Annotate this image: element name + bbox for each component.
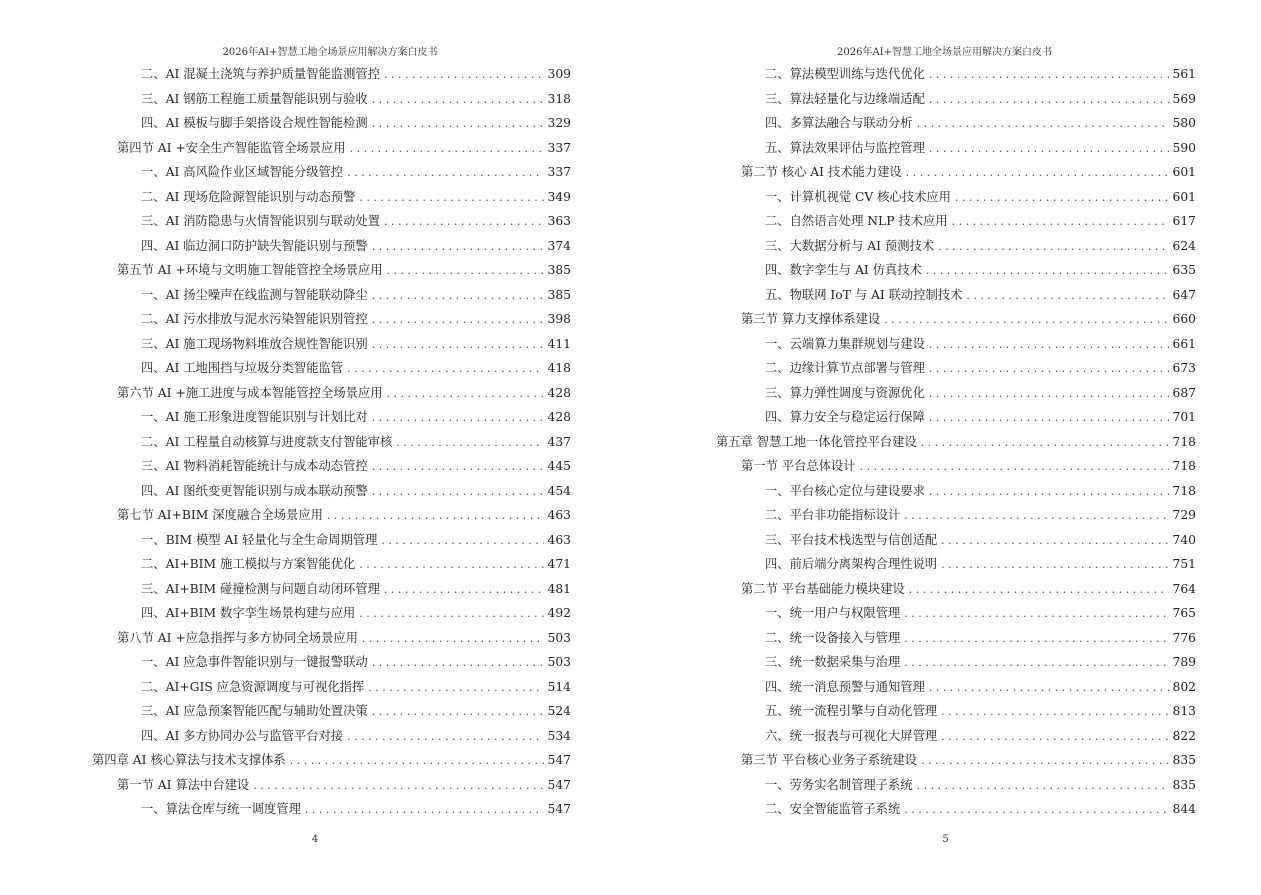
toc-entry-page: 309 (547, 67, 571, 81)
toc-entry[interactable] (92, 479, 571, 504)
toc-entry-page: 547 (547, 777, 571, 792)
toc-entry-title: 一、AI 施工形象进度智能识别与计划比对 (141, 410, 368, 424)
dot-leader (929, 480, 1169, 505)
toc-entry[interactable] (716, 87, 1196, 112)
toc-entry-title: 四、AI 临边洞口防护缺失智能识别与预警 (141, 238, 368, 253)
dot-leader (860, 455, 1169, 480)
toc-entry-title: 四、AI 模板与脚手架搭设合规性智能检测 (141, 116, 368, 130)
toc-entry-page: 624 (1172, 238, 1196, 253)
toc-entry-page: 580 (1172, 116, 1196, 130)
toc-entry-page: 617 (1172, 214, 1196, 228)
toc-entry[interactable] (92, 797, 571, 822)
dot-leader (359, 602, 543, 627)
toc-entry-title: 一、平台核心定位与建设要求 (765, 483, 925, 498)
toc-entry-title: 三、大数据分析与 AI 预测技术 (765, 238, 935, 253)
toc-entry-page: 740 (1172, 532, 1196, 547)
toc-entry-title: 二、自然语言处理 NLP 技术应用 (765, 214, 948, 228)
toc-entry-page: 428 (547, 385, 571, 400)
toc-entry-title: 二、安全智能监管子系统 (765, 802, 901, 816)
toc-entry[interactable] (716, 699, 1196, 724)
toc-entry-title: 四、AI 工地围挡与垃圾分类智能监管 (141, 361, 344, 375)
toc-entry-title: 二、AI+GIS 应急资源调度与可视化指挥 (141, 679, 365, 694)
toc-entry[interactable] (92, 773, 571, 798)
toc-entry-title: 四、多算法融合与联动分析 (765, 116, 913, 130)
toc-entry-title: 一、统一用户与权限管理 (765, 606, 901, 620)
dot-leader (305, 798, 544, 823)
toc-entry[interactable] (92, 209, 571, 234)
dot-leader (384, 63, 544, 88)
dot-leader (359, 553, 543, 578)
dot-leader (372, 112, 544, 137)
page-header: 2026年AI+智慧工地全场景应用解决方案白皮书 (837, 47, 1052, 58)
toc-entry-page: 445 (547, 459, 571, 473)
dot-leader (290, 749, 544, 774)
toc-entry[interactable] (716, 160, 1196, 185)
dot-leader (938, 235, 1168, 260)
dot-leader (941, 725, 1168, 750)
toc-entry-title: 二、AI 工程量自动核算与进度款支付智能审核 (141, 434, 393, 449)
dot-leader (904, 798, 1168, 823)
toc-entry[interactable] (92, 381, 571, 406)
dot-leader (941, 553, 1168, 578)
dot-leader (929, 333, 1169, 358)
toc-entry[interactable] (716, 503, 1196, 528)
toc-entry-page: 601 (1172, 165, 1196, 179)
dot-leader (387, 259, 544, 284)
toc-entry-title: 四、AI 图纸变更智能识别与成本联动预警 (141, 483, 368, 498)
toc-entry-page: 844 (1172, 802, 1196, 816)
toc-entry[interactable] (92, 258, 571, 283)
toc-entry[interactable] (716, 185, 1196, 210)
toc-entry-title: 第二节 核心 AI 技术能力建设 (741, 165, 902, 179)
toc-entry-title: 四、统一消息预警与通知管理 (765, 679, 925, 694)
dot-leader (372, 88, 544, 113)
dot-leader (372, 333, 544, 358)
dot-leader (966, 284, 1168, 309)
toc-entry[interactable] (716, 381, 1196, 406)
toc-entry-page: 471 (547, 557, 571, 571)
toc-entry[interactable] (92, 503, 571, 528)
toc-entry[interactable] (92, 454, 571, 479)
toc-entry-page: 590 (1172, 140, 1196, 155)
toc-entry[interactable] (92, 111, 571, 136)
toc-entry-title: 三、AI 应急预案智能匹配与辅助处置决策 (141, 704, 368, 718)
toc-entry-page: 601 (1172, 189, 1196, 204)
toc-entry-title: 二、算法模型训练与迭代优化 (765, 67, 925, 81)
toc-entry-title: 四、前后端分离架构合理性说明 (765, 557, 938, 571)
toc-entry-title: 四、AI 多方协同办公与监管平台对接 (141, 728, 344, 743)
toc-entry[interactable] (716, 209, 1196, 234)
toc-entry[interactable] (92, 136, 571, 161)
toc-entry-page: 428 (547, 410, 571, 424)
dot-leader (372, 480, 544, 505)
toc-entry[interactable] (92, 601, 571, 626)
toc-entry-page: 524 (547, 704, 571, 718)
toc-entry-title: 六、统一报表与可视化大屏管理 (765, 728, 938, 743)
toc-entry-title: 三、AI 物料消耗智能统计与成本动态管控 (141, 459, 368, 473)
toc-entry-page: 789 (1172, 655, 1196, 669)
dot-leader (387, 382, 544, 407)
toc-entry-page: 765 (1172, 606, 1196, 620)
toc-entry-title: 一、AI 应急事件智能识别与一键报警联动 (141, 655, 368, 669)
toc-entry-title: 第一节 平台总体设计 (741, 459, 856, 473)
toc-entry[interactable] (92, 577, 571, 602)
dot-leader (347, 725, 543, 750)
dot-leader (327, 504, 544, 529)
toc-entry[interactable] (92, 160, 571, 185)
toc-entry-title: 三、统一数据采集与治理 (765, 655, 901, 669)
toc-entry[interactable] (92, 332, 571, 357)
toc-entry[interactable] (716, 283, 1196, 308)
toc-entry-title: 第三节 算力支撑体系建设 (741, 312, 881, 326)
toc-entry-page: 318 (547, 91, 571, 106)
dot-leader (941, 700, 1168, 725)
dot-leader (909, 578, 1169, 603)
right-page (630, 0, 1261, 895)
toc-entry-page: 454 (547, 483, 571, 498)
toc-entry[interactable] (716, 724, 1196, 749)
page-number: 5 (942, 834, 949, 845)
toc-entry[interactable] (716, 258, 1196, 283)
dot-leader (372, 235, 544, 260)
toc-entry-page: 661 (1172, 336, 1196, 351)
toc-entry-page: 337 (547, 165, 571, 179)
toc-entry-page: 503 (547, 655, 571, 669)
toc-entry[interactable] (92, 430, 571, 455)
toc-entry-title: 五、算法效果评估与监控管理 (765, 140, 925, 155)
toc-entry-page: 835 (1172, 777, 1196, 792)
toc-entry[interactable] (716, 650, 1196, 675)
dot-leader (904, 651, 1168, 676)
dot-leader (904, 627, 1168, 652)
toc-entry-page: 385 (547, 287, 571, 302)
toc-entry-title: 第三节 平台核心业务子系统建设 (741, 753, 918, 767)
toc-entry-title: 二、AI 混凝土浇筑与养护质量智能监测管控 (141, 67, 380, 81)
toc-entry[interactable] (92, 724, 571, 749)
toc-entry-title: 一、AI 高风险作业区域智能分级管控 (141, 165, 344, 179)
toc-entry[interactable] (92, 62, 571, 87)
toc-entry-page: 822 (1172, 728, 1196, 743)
toc-entry-title: 三、平台技术栈选型与信创适配 (765, 532, 938, 547)
toc-entry-page: 398 (547, 312, 571, 326)
toc-entry-page: 718 (1172, 459, 1196, 473)
toc-entry-page: 729 (1172, 508, 1196, 522)
toc-entry-page: 463 (547, 508, 571, 522)
toc-entry-page: 329 (547, 116, 571, 130)
dot-leader (396, 431, 543, 456)
toc-entry[interactable] (716, 626, 1196, 651)
table-of-contents (716, 62, 1196, 822)
toc-entry[interactable] (716, 552, 1196, 577)
dot-leader (904, 602, 1168, 627)
toc-entry[interactable] (716, 356, 1196, 381)
dot-leader (253, 774, 543, 799)
toc-entry-title: 四、AI+BIM 数字孪生场景构建与应用 (141, 606, 356, 620)
dot-leader (929, 88, 1169, 113)
dot-leader (372, 284, 544, 309)
dot-leader (347, 357, 543, 382)
toc-entry-page: 374 (547, 238, 571, 253)
dot-leader (929, 406, 1169, 431)
dot-leader (906, 161, 1169, 186)
toc-entry[interactable] (716, 234, 1196, 259)
dot-leader (926, 259, 1169, 284)
toc-entry-title: 一、BIM 模型 AI 轻量化与全生命周期管理 (141, 532, 378, 547)
toc-entry-title: 二、AI+BIM 施工模拟与方案智能优化 (141, 557, 356, 571)
toc-entry-page: 813 (1172, 704, 1196, 718)
dot-leader (384, 578, 544, 603)
dot-leader (381, 529, 543, 554)
toc-entry-page: 463 (547, 532, 571, 547)
toc-entry-title: 第二节 平台基础能力模块建设 (741, 581, 905, 596)
toc-entry-page: 547 (547, 802, 571, 816)
toc-entry-page: 751 (1172, 557, 1196, 571)
dot-leader (955, 186, 1169, 211)
toc-entry-page: 349 (547, 189, 571, 204)
dot-leader (347, 161, 543, 186)
toc-entry-page: 718 (1172, 483, 1196, 498)
toc-entry-title: 一、AI 扬尘噪声在线监测与智能联动降尘 (141, 287, 368, 302)
toc-entry-page: 776 (1172, 630, 1196, 645)
toc-entry-title: 三、AI 钢筋工程施工质量智能识别与验收 (141, 91, 368, 106)
toc-entry-title: 二、平台非功能指标设计 (765, 508, 901, 522)
toc-entry[interactable] (716, 773, 1196, 798)
dot-leader (929, 382, 1169, 407)
toc-entry-title: 第四章 AI 核心算法与技术支撑体系 (92, 753, 286, 767)
toc-entry-page: 418 (547, 361, 571, 375)
toc-entry[interactable] (92, 185, 571, 210)
toc-entry-title: 五、统一流程引擎与自动化管理 (765, 704, 938, 718)
dot-leader (372, 455, 544, 480)
toc-entry-title: 三、算法轻量化与边缘端适配 (765, 91, 925, 106)
toc-entry[interactable] (716, 332, 1196, 357)
dot-leader (359, 186, 543, 211)
dot-leader (921, 749, 1168, 774)
toc-entry-page: 764 (1172, 581, 1196, 596)
toc-entry-title: 四、算力安全与稳定运行保障 (765, 410, 925, 424)
toc-entry-title: 二、边缘计算节点部署与管理 (765, 361, 925, 375)
toc-entry[interactable] (92, 405, 571, 430)
toc-entry[interactable] (716, 577, 1196, 602)
toc-entry-page: 673 (1172, 361, 1196, 375)
toc-entry-page: 492 (547, 606, 571, 620)
toc-entry[interactable] (716, 62, 1196, 87)
toc-entry-page: 411 (547, 336, 571, 351)
toc-entry-title: 一、算法仓库与统一调度管理 (141, 802, 301, 816)
toc-entry-page: 561 (1172, 67, 1196, 81)
toc-entry-page: 437 (547, 434, 571, 449)
toc-entry-page: 481 (547, 581, 571, 596)
dot-leader (929, 676, 1169, 701)
dot-leader (350, 137, 544, 162)
toc-entry-page: 802 (1172, 679, 1196, 694)
toc-entry[interactable] (716, 797, 1196, 822)
toc-entry-title: 三、AI 消防隐患与火情智能识别与联动处置 (141, 214, 380, 228)
dot-leader (921, 431, 1169, 456)
dot-leader (917, 774, 1169, 799)
toc-entry[interactable] (716, 601, 1196, 626)
dot-leader (372, 308, 544, 333)
left-page (0, 0, 630, 895)
toc-entry-title: 第八节 AI +应急指挥与多方协同全场景应用 (117, 630, 358, 645)
dot-leader (941, 529, 1168, 554)
toc-entry[interactable] (716, 307, 1196, 332)
toc-entry[interactable] (92, 307, 571, 332)
toc-entry-title: 五、物联网 IoT 与 AI 联动控制技术 (765, 287, 963, 302)
dot-leader (929, 357, 1169, 382)
dot-leader (368, 676, 543, 701)
toc-entry-title: 第五章 智慧工地一体化管控平台建设 (716, 434, 917, 449)
toc-entry-title: 三、AI 施工现场物料堆放合规性智能识别 (141, 336, 368, 351)
toc-entry-page: 835 (1172, 753, 1196, 767)
toc-entry[interactable] (716, 479, 1196, 504)
dot-leader (917, 112, 1169, 137)
page-header: 2026年AI+智慧工地全场景应用解决方案白皮书 (222, 47, 438, 58)
toc-entry-page: 514 (547, 679, 571, 694)
dot-leader (929, 137, 1169, 162)
toc-entry[interactable] (716, 405, 1196, 430)
toc-entry-page: 547 (547, 753, 571, 767)
toc-entry-title: 一、劳务实名制管理子系统 (765, 777, 913, 792)
dot-leader (384, 210, 544, 235)
toc-entry[interactable] (92, 748, 571, 773)
toc-entry-title: 一、云端算力集群规划与建设 (765, 336, 925, 351)
toc-entry[interactable] (92, 356, 571, 381)
toc-entry-title: 第五节 AI +环境与文明施工智能管控全场景应用 (117, 263, 383, 277)
toc-entry-title: 一、计算机视觉 CV 核心技术应用 (765, 189, 951, 204)
toc-entry-title: 二、AI 现场危险源智能识别与动态预警 (141, 189, 356, 204)
dot-leader (372, 651, 544, 676)
toc-entry-page: 687 (1172, 385, 1196, 400)
toc-entry[interactable] (716, 136, 1196, 161)
dot-leader (952, 210, 1169, 235)
table-of-contents (92, 62, 571, 822)
toc-entry-page: 635 (1172, 263, 1196, 277)
toc-entry-page: 363 (547, 214, 571, 228)
toc-entry[interactable] (716, 430, 1196, 455)
dot-leader (904, 504, 1168, 529)
toc-entry-page: 647 (1172, 287, 1196, 302)
toc-entry[interactable] (716, 675, 1196, 700)
page-number: 4 (311, 834, 319, 845)
toc-entry[interactable] (92, 552, 571, 577)
toc-entry-title: 第七节 AI+BIM 深度融合全场景应用 (117, 508, 323, 522)
toc-entry-page: 503 (547, 630, 571, 645)
toc-entry[interactable] (92, 283, 571, 308)
toc-entry-page: 660 (1172, 312, 1196, 326)
toc-entry[interactable] (716, 748, 1196, 773)
toc-entry[interactable] (92, 528, 571, 553)
toc-entry-title: 二、统一设备接入与管理 (765, 630, 901, 645)
toc-entry-page: 534 (547, 728, 571, 743)
toc-entry-title: 第一节 AI 算法中台建设 (117, 777, 250, 792)
toc-entry[interactable] (92, 626, 571, 651)
toc-entry-title: 三、算力弹性调度与资源优化 (765, 385, 925, 400)
toc-entry[interactable] (92, 87, 571, 112)
toc-entry-page: 569 (1172, 91, 1196, 106)
toc-entry[interactable] (716, 528, 1196, 553)
toc-entry-title: 第四节 AI +安全生产智能监管全场景应用 (117, 140, 346, 155)
toc-entry-page: 701 (1172, 410, 1196, 424)
toc-entry-page: 337 (547, 140, 571, 155)
toc-entry-title: 二、AI 污水排放与泥水污染智能识别管控 (141, 312, 368, 326)
dot-leader (929, 63, 1169, 88)
toc-entry-page: 385 (547, 263, 571, 277)
toc-entry[interactable] (92, 650, 571, 675)
toc-entry[interactable] (716, 454, 1196, 479)
toc-entry-title: 四、数字孪生与 AI 仿真技术 (765, 263, 922, 277)
toc-entry[interactable] (92, 675, 571, 700)
toc-entry-title: 第六节 AI +施工进度与成本智能管控全场景应用 (117, 385, 383, 400)
toc-entry[interactable] (92, 234, 571, 259)
toc-entry-page: 718 (1172, 434, 1196, 449)
toc-entry[interactable] (716, 111, 1196, 136)
toc-entry-title: 三、AI+BIM 碰撞检测与问题自动闭环管理 (141, 581, 380, 596)
dot-leader (372, 406, 544, 431)
dot-leader (362, 627, 544, 652)
dot-leader (884, 308, 1168, 333)
toc-entry[interactable] (92, 699, 571, 724)
dot-leader (372, 700, 544, 725)
